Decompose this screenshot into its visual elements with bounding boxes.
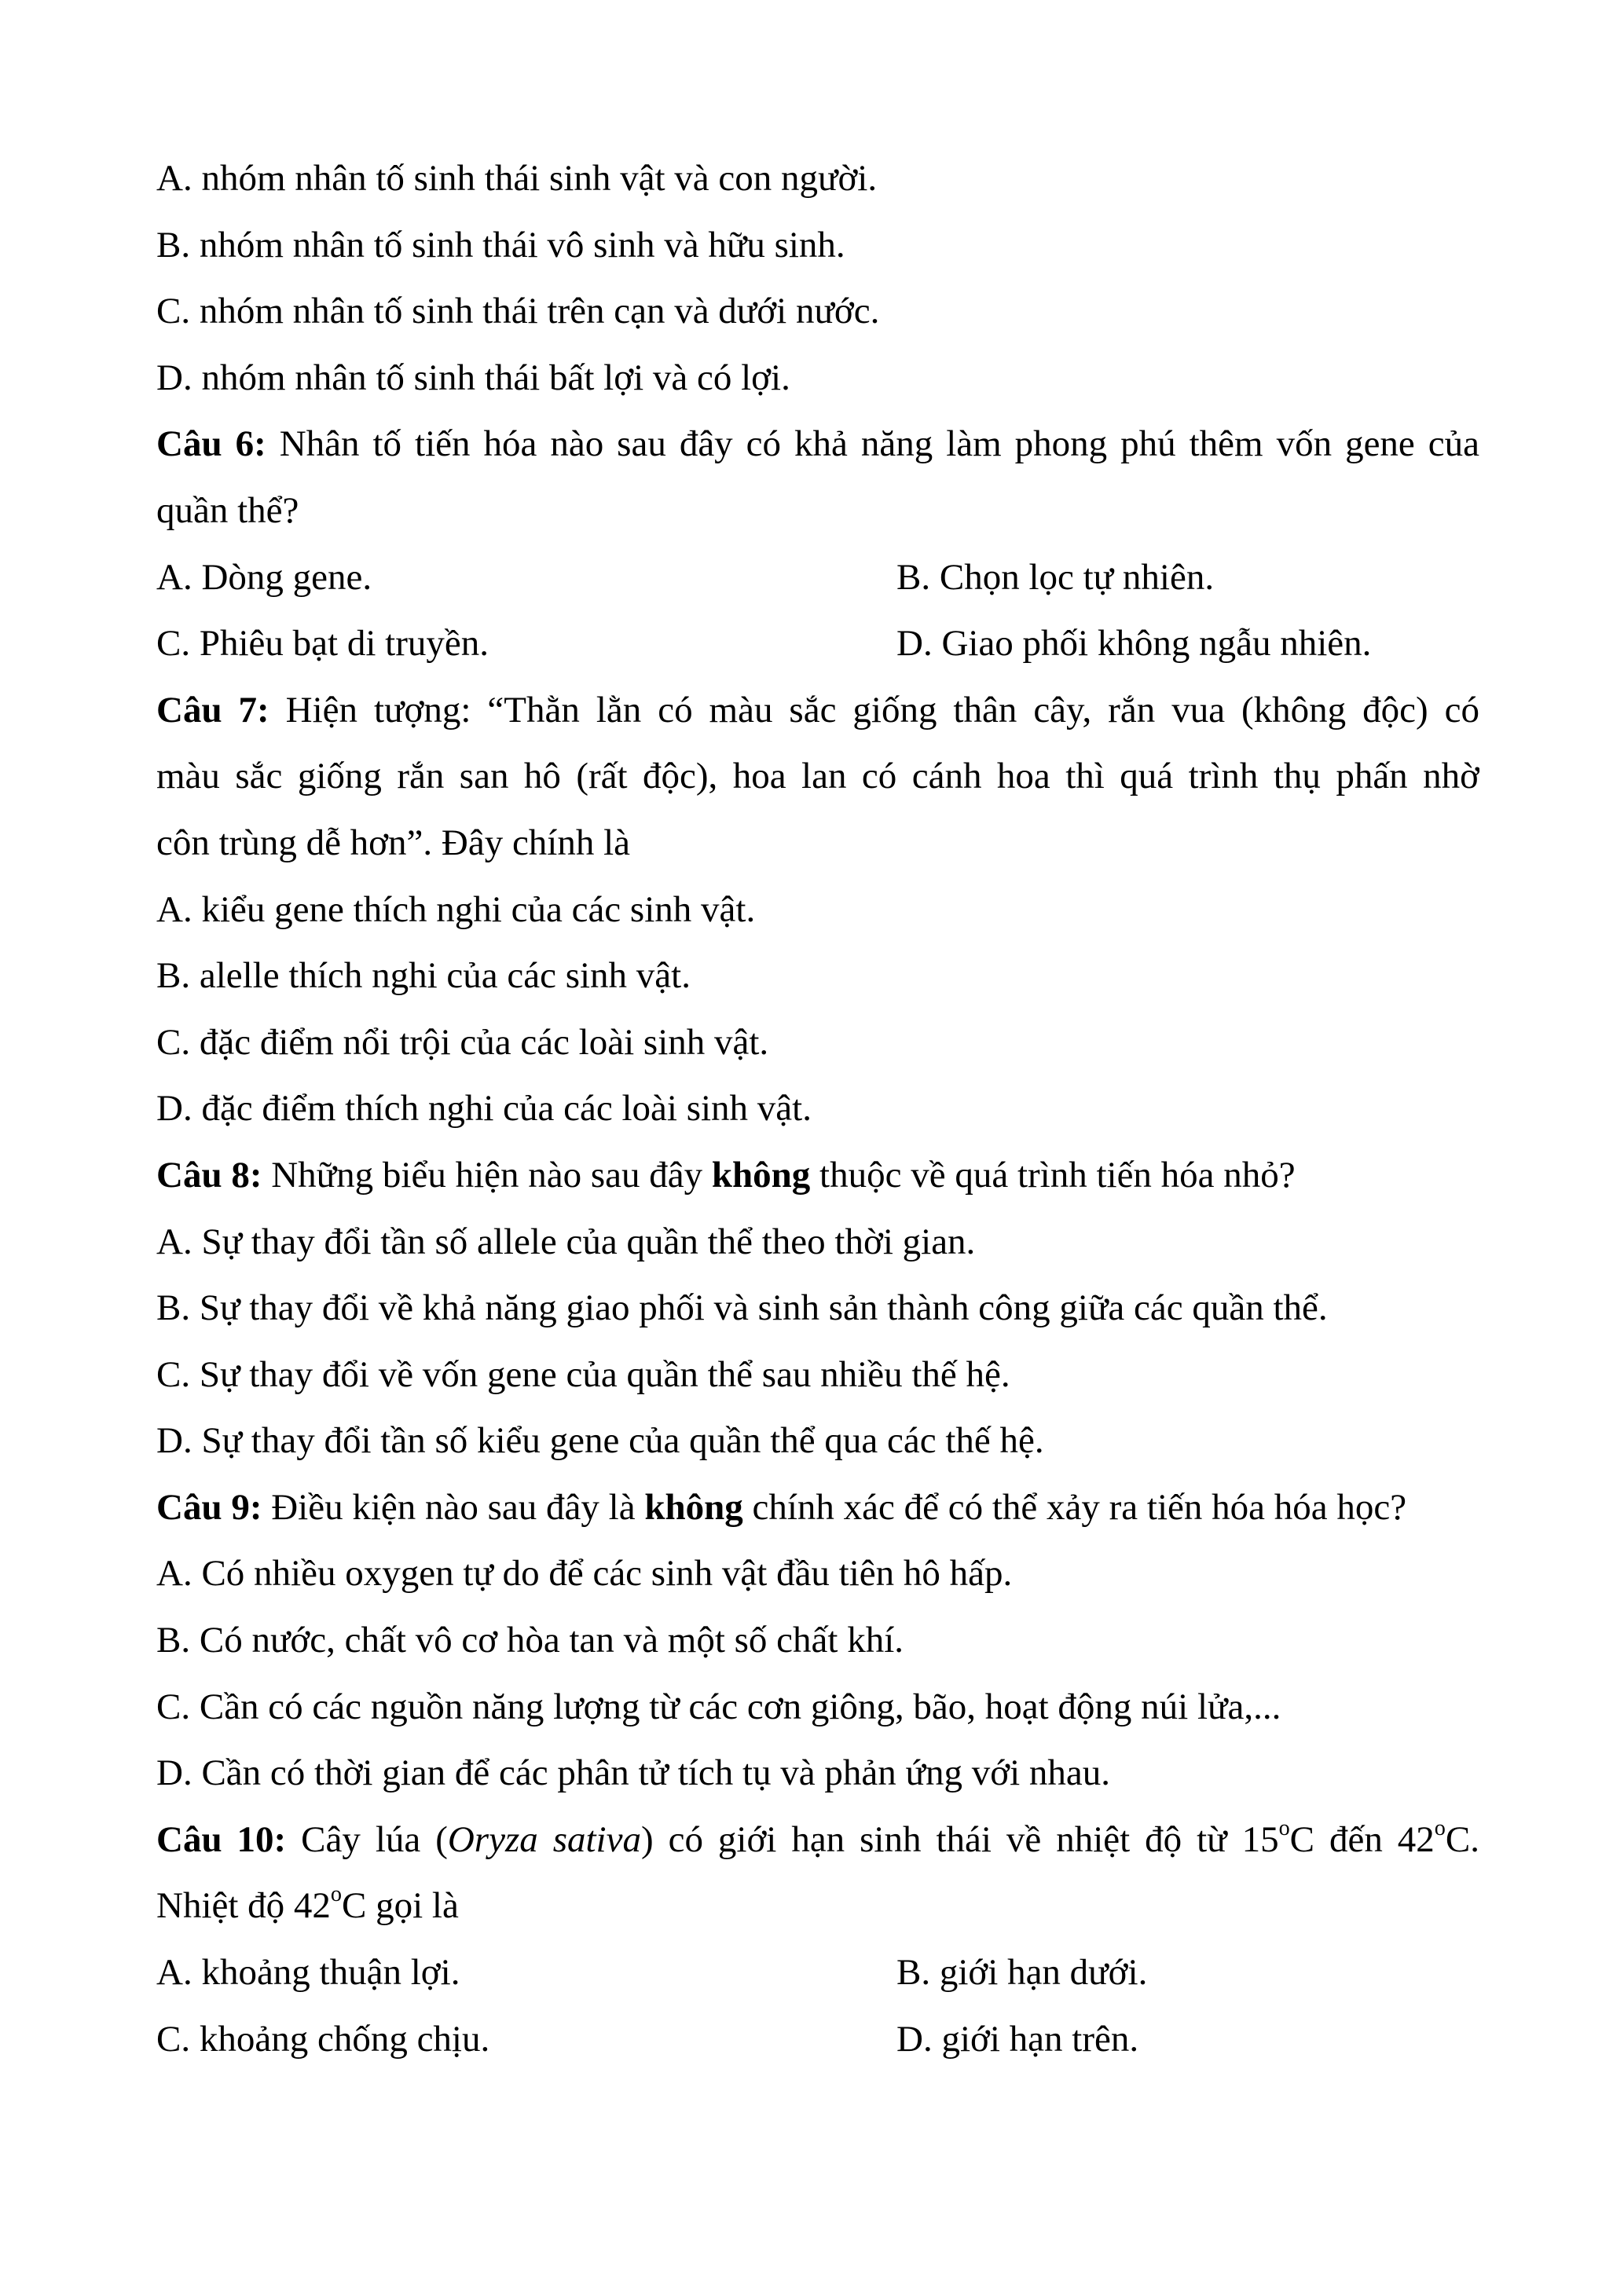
q7-option-a: A. kiểu gene thích nghi của các sinh vật. xyxy=(156,888,756,930)
q10-options-row1 xyxy=(156,1939,1479,2006)
q7-stem-end: côn trùng dễ hơn”. Đây chính là xyxy=(156,822,631,863)
document-page xyxy=(156,145,1479,2072)
q10-species-name: Oryza sativa xyxy=(447,1818,641,1860)
q5-option-d: D. nhóm nhân tố sinh thái bất lợi và có lợi. xyxy=(156,357,790,398)
degree-sign: o xyxy=(1278,1815,1290,1840)
q8-stem xyxy=(156,1142,1479,1209)
degree-sign: o xyxy=(1434,1815,1446,1840)
q9-label: Câu 9: xyxy=(156,1486,262,1528)
q7-stem xyxy=(156,677,1479,744)
q10-text: C đến 42 xyxy=(1289,1818,1435,1860)
q5-option-a: A. nhóm nhân tố sinh thái sinh vật và con người. xyxy=(156,158,878,199)
q10-options-row2 xyxy=(156,2006,1479,2073)
q7-option-c: C. đặc điểm nổi trội của các loài sinh vật. xyxy=(156,1021,769,1063)
q8-option-a: A. Sự thay đổi tần số allele của quần thể theo thời gian. xyxy=(156,1221,976,1262)
q5-option-c: C. nhóm nhân tố sinh thái trên cạn và dưới nước. xyxy=(156,291,880,332)
q9-stem-emphasis: không xyxy=(644,1486,743,1528)
q6-option-c: C. Phiêu bạt di truyền. xyxy=(156,623,489,665)
q6-stem-cont: quần thể? xyxy=(156,489,299,531)
q10-stem-cont xyxy=(156,1873,1479,1939)
q10-option-a: A. khoảng thuận lợi. xyxy=(156,1952,460,1994)
q6-stem xyxy=(156,411,1479,478)
q10-text: Cây lúa ( xyxy=(286,1818,448,1860)
q7-label: Câu 7: xyxy=(156,689,269,731)
q8-stem-emphasis: không xyxy=(711,1154,811,1196)
q9-option-c: C. Cần có các nguồn năng lượng từ các cơn giông, bão, hoạt động núi lửa,... xyxy=(156,1686,1281,1727)
q8-label: Câu 8: xyxy=(156,1154,262,1196)
q9-stem-pre: Điều kiện nào sau đây là xyxy=(262,1486,645,1528)
q8-option-c: C. Sự thay đổi về vốn gene của quần thể sau nhiều thế hệ. xyxy=(156,1353,1010,1395)
q10-option-d: D. giới hạn trên. xyxy=(896,2018,1139,2060)
q6-option-a: A. Dòng gene. xyxy=(156,556,372,598)
q10-text: C gọi là xyxy=(342,1885,459,1927)
q6-options-row2 xyxy=(156,610,1479,677)
q6-option-d: D. Giao phối không ngẫu nhiên. xyxy=(896,623,1372,665)
q6-stem-text: Nhân tố tiến hóa nào sau đây có khả năng làm phong phú thêm vốn gene của xyxy=(266,423,1479,465)
q7-stem-cont: màu sắc giống rắn san hô (rất độc), hoa lan có cánh hoa thì quá trình thụ phấn nhờ xyxy=(156,756,1479,797)
q8-stem-post: thuộc về quá trình tiến hóa nhỏ? xyxy=(810,1154,1296,1196)
q6-options-row1 xyxy=(156,544,1479,611)
degree-sign: o xyxy=(330,1882,343,1907)
q9-option-a: A. Có nhiều oxygen tự do để các sinh vật đầu tiên hô hấp. xyxy=(156,1553,1013,1595)
q9-stem xyxy=(156,1474,1479,1541)
q10-option-c: C. khoảng chống chịu. xyxy=(156,2018,490,2060)
q7-stem-text: Hiện tượng: “Thằn lằn có màu sắc giống thân cây, rắn vua (không độc) có xyxy=(269,689,1479,731)
q6-label: Câu 6: xyxy=(156,423,266,465)
q8-stem-pre: Những biểu hiện nào sau đây xyxy=(262,1154,712,1196)
q10-text: Nhiệt độ 42 xyxy=(156,1885,331,1927)
q9-option-b: B. Có nước, chất vô cơ hòa tan và một số chất khí. xyxy=(156,1620,904,1661)
q10-stem xyxy=(156,1807,1479,1873)
q10-option-b: B. giới hạn dưới. xyxy=(896,1952,1148,1994)
q9-option-d: D. Cần có thời gian để các phân tử tích tụ và phản ứng với nhau. xyxy=(156,1752,1110,1794)
q10-text: C. xyxy=(1445,1818,1479,1860)
q7-option-d: D. đặc điểm thích nghi của các loài sinh vật. xyxy=(156,1088,812,1130)
q8-option-d: D. Sự thay đổi tần số kiểu gene của quần thể qua các thế hệ. xyxy=(156,1420,1044,1462)
q5-option-b: B. nhóm nhân tố sinh thái vô sinh và hữu sinh. xyxy=(156,224,845,265)
q10-text: ) có giới hạn sinh thái về nhiệt độ từ 15 xyxy=(640,1818,1279,1860)
q9-stem-post: chính xác để có thể xảy ra tiến hóa hóa học? xyxy=(742,1486,1407,1528)
q10-label: Câu 10: xyxy=(156,1818,287,1860)
q8-option-b: B. Sự thay đổi về khả năng giao phối và sinh sản thành công giữa các quần thể. xyxy=(156,1287,1328,1329)
q6-option-b: B. Chọn lọc tự nhiên. xyxy=(896,556,1215,598)
q7-option-b: B. alelle thích nghi của các sinh vật. xyxy=(156,955,691,997)
